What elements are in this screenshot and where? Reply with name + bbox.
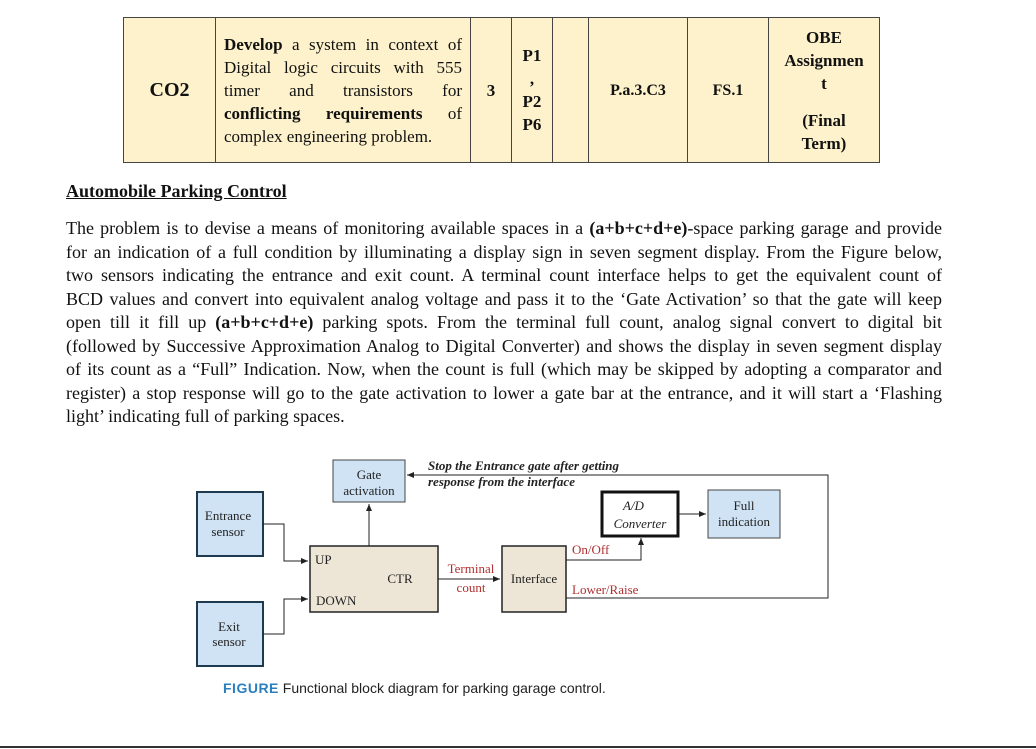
program-p1: P1 [522,46,542,65]
obe-line5: Term) [801,133,847,153]
desc-line2: Digital logic circuits with 555 [224,57,462,77]
para-line2: for an indication of a full condition by illuminating a display sign in seven segment display. From the Figure below, [66,241,942,262]
para-line1a: The problem is to devise a means of monitoring available spaces in a [66,218,590,238]
para-line7: of its count as a “Full” Indication. Now, when the count is full (which may be skipped by adopting a comparator and [66,359,942,379]
para-line5c: parking spots. From the terminal full count, analog signal convert to digital bit [313,312,942,332]
para-line5a: open till it fill up [66,312,216,332]
exit-label-2: sensor [212,634,246,649]
section-heading: Automobile Parking Control [66,181,287,201]
para-line6: (followed by Successive Approximation Analog to Digital Converter) and shows the display in seven segment display [66,335,942,356]
caption-text: Functional block diagram for parking garage control. [278,680,606,696]
ad-label-2: Converter [613,516,667,531]
program-p2: P2 [522,92,542,111]
desc-line4: of [422,103,462,123]
para-line1b: (a+b+c+d+e) [589,218,688,238]
obe-line3: t [821,73,827,93]
entrance-to-up-arrow [263,524,308,561]
interface-label: Interface [510,571,558,586]
desc-line3: timer and transistors for [224,80,462,100]
desc-line1: a system in context of [282,34,462,54]
program-p6: P6 [522,115,542,134]
entrance-label-2: sensor [211,524,245,539]
exit-label-1: Exit [218,619,240,634]
full-label-1: Full [733,498,755,513]
stop-label-1: Stop the Entrance gate after getting [428,458,620,473]
ad-label-1: A/D [623,498,644,513]
up-label: UP [315,552,332,567]
caption-label: FIGURE [223,680,279,696]
gate-label-2: activation [343,483,395,498]
pa-cell: P.a.3.C3 [589,18,688,163]
onoff-label: On/Off [572,542,610,557]
para-line8: register) a stop response will go to the gate activation to lower a gate bar at the entrance, and it will start a ‘Flashing [66,382,942,403]
co-cell: CO2 [124,18,216,163]
program-comma: , [529,69,535,88]
para-line1c: -space parking garage and provide [687,218,942,238]
desc-develop: Develop [224,34,283,54]
desc-conflicting: conflicting requirements [224,103,423,123]
gate-label-1: Gate [356,467,382,482]
lowerraise-label: Lower/Raise [572,582,639,597]
obe-line2: Assignmen [784,50,864,70]
entrance-label-1: Entrance [204,508,252,523]
stop-label-2: response from the interface [428,474,575,489]
figure-caption [223,680,606,696]
full-label-2: indication [718,514,770,529]
para-line9: light’ indicating full of parking spaces. [66,406,345,426]
level-cell: 3 [471,18,512,163]
obe-line1: OBE [806,27,842,47]
terminal-label-2: count [456,580,486,595]
para-line5b: (a+b+c+d+e) [215,312,314,332]
desc-line5: complex engineering problem. [224,126,433,146]
para-line4: BCD values and convert into equivalent analog voltage and pass it to the ‘Gate Activation’ so that the gate will keep [66,288,942,309]
bottom-divider [0,746,1036,748]
terminal-label-1: Terminal [447,561,495,576]
down-label: DOWN [316,593,357,608]
obe-line4: (Final [802,110,846,130]
fs-cell: FS.1 [688,18,769,163]
exit-to-down-arrow [263,599,308,634]
ctr-label: CTR [387,571,413,586]
para-line3: two sensors indicating the entrance and exit count. A terminal count interface helps to get the equivalent count of [66,265,942,285]
